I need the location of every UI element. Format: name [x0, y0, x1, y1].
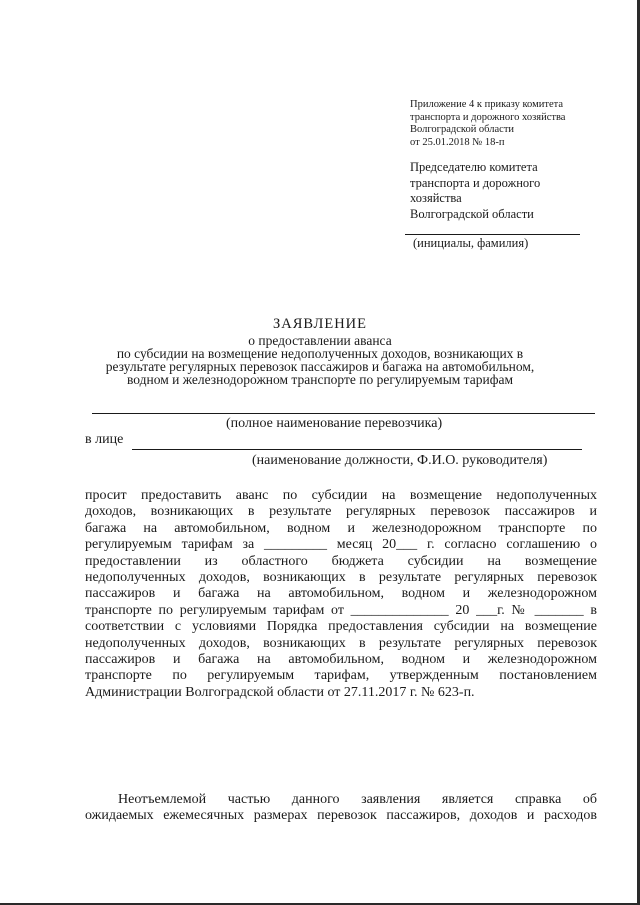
carrier-name-caption: (полное наименование перевозчика) — [226, 416, 443, 431]
request-paragraph — [85, 488, 597, 701]
document-title: ЗАЯВЛЕНИЕ — [272, 316, 368, 332]
addressee-line-3: хозяйства — [410, 191, 462, 205]
carrier-name-field-line — [92, 413, 595, 414]
annex-line-3: Волгоградской области — [410, 124, 515, 135]
request-line: недополученных доходов, возникающих в результате регулярных перевозок — [85, 569, 597, 585]
request-line: пассажиров и багажа на автомобильном, водном и железнодорожном — [85, 651, 597, 667]
request-line: багажа на автомобильном, водном и железнодорожном транспорте по — [85, 520, 597, 536]
request-line: транспорте по регулируемым тарифам, утвержденным постановлением — [85, 668, 597, 684]
request-line: пассажиров и багажа на автомобильном, водном и железнодорожном — [85, 586, 597, 602]
document-subtitle-1: о предоставлении аванса — [248, 333, 392, 348]
in-person-label: в лице — [85, 432, 124, 447]
request-line: предоставлении из областного бюджета субсидии на возмещение — [85, 553, 597, 569]
attachment-paragraph — [85, 792, 597, 825]
addressee-block — [410, 160, 610, 222]
annex-reference — [410, 99, 610, 149]
addressee-line-2: транспорта и дорожного — [410, 175, 541, 190]
document-subtitle-3: результате регулярных перевозок пассажиров и багажа на автомобильном, — [105, 359, 535, 374]
annex-line-1: Приложение 4 к приказу комитета — [410, 99, 563, 110]
request-line: Администрации Волгоградской области от 27.11.2017 г. № 623-п. — [85, 684, 475, 700]
annex-line-2: транспорта и дорожного хозяйства — [410, 111, 566, 123]
attachment-line-1: Неотъемлемой частью данного заявления является справка об — [118, 792, 597, 807]
request-line: транспорте по регулируемым тарифам от ______________ 20 ___г. № _______ в — [85, 602, 597, 618]
annex-line-4: от 25.01.2018 № 18-п — [410, 136, 505, 148]
position-field-line — [132, 449, 582, 450]
document-subtitle-4: водном и железнодорожном транспорте по регулируемым тарифам — [126, 372, 513, 387]
request-line: доходов, возникающих в результате регулярных перевозок пассажиров и — [85, 504, 597, 520]
position-caption: (наименование должности, Ф.И.О. руководителя) — [252, 453, 548, 468]
request-line: соответствии с условиями Порядка предоставления субсидии на возмещение — [85, 619, 597, 635]
attachment-line-2: ожидаемых ежемесячных размерах перевозок пассажиров, доходов и расходов — [85, 808, 597, 824]
request-line: недополученных доходов, возникающих в результате регулярных перевозок — [85, 635, 597, 651]
document-subtitle-2: по субсидии на возмещение недополученных доходов, возникающих в — [116, 346, 524, 361]
request-line: просит предоставить аванс по субсидии на возмещение недополученных — [85, 488, 597, 503]
signature-line — [405, 234, 580, 235]
addressee-line-1: Председателю комитета — [410, 160, 538, 174]
request-line: регулируемым тарифам за _________ месяц 20___ г. согласно соглашению о — [85, 537, 597, 553]
addressee-line-4: Волгоградской области — [410, 206, 534, 221]
signature-caption: (инициалы, фамилия) — [413, 236, 529, 250]
